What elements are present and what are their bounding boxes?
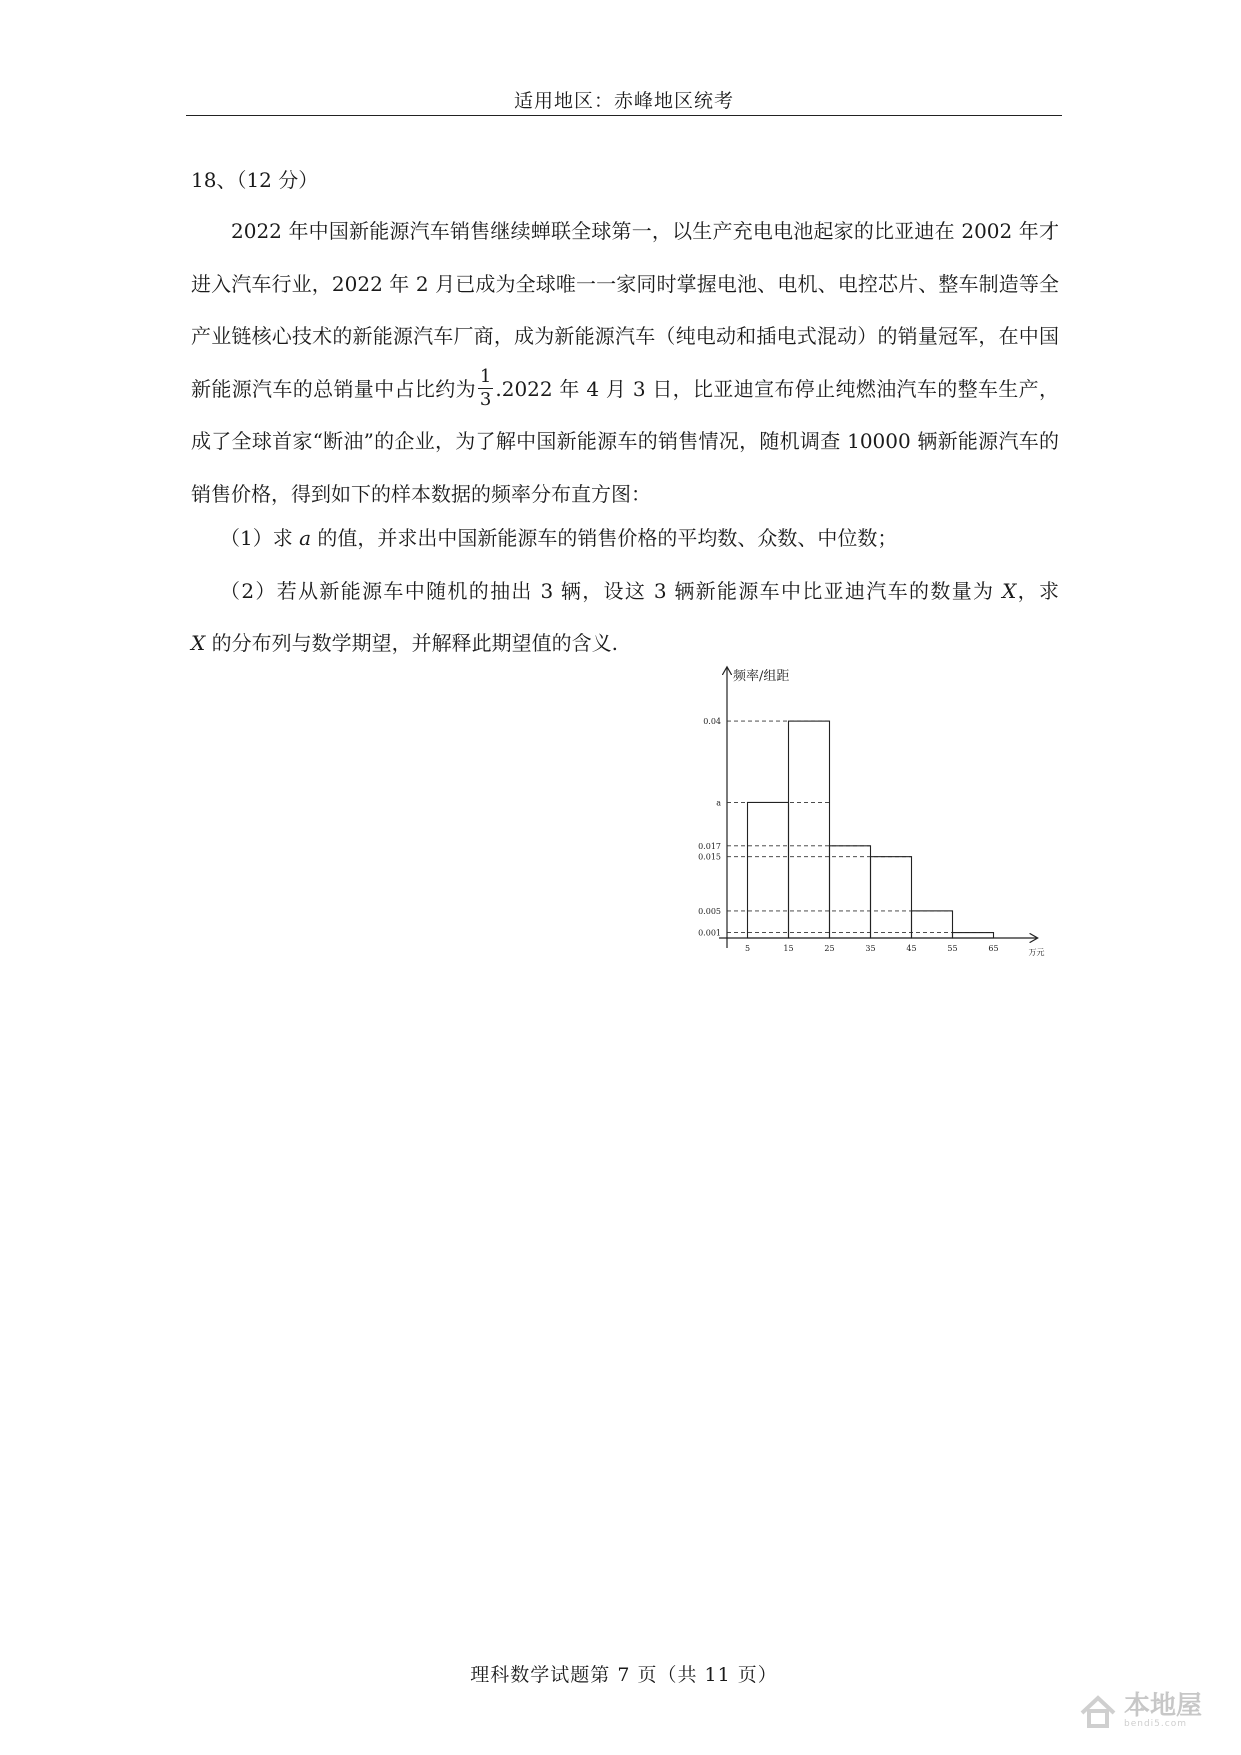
watermark-domain: bendi5.com	[1124, 1719, 1187, 1729]
y-tick-label: 0.04	[703, 717, 721, 727]
histogram-bar	[871, 857, 912, 938]
part-2-line1-suffix: ，求	[1016, 579, 1060, 603]
x-tick-label: 5	[744, 944, 751, 953]
frequency-histogram	[690, 660, 1100, 980]
y-tick-label: 0.017	[698, 841, 721, 851]
intro-text-2: .2022 年 4 月 3 日，比亚迪宣布停止纯燃油汽车的整车生产，成了全球首家“断油”的企业，为了解中国新能源车的销售情况，随机调查 10000 辆新能源汽车的销售价格，得到如下的样本数据的频率分布直方图：	[191, 376, 1059, 506]
header-divider	[186, 115, 1062, 116]
part-2-line-1	[220, 575, 1059, 604]
page-header: 适用地区：赤峰地区统考	[513, 90, 734, 112]
question-number: 18、（12 分）	[191, 168, 319, 192]
part-1-suffix: 的值，并求出中国新能源车的销售价格的平均数、众数、中位数；	[311, 526, 898, 550]
y-tick-label: 0.005	[698, 906, 721, 916]
watermark-text: 本地屋	[1124, 1691, 1203, 1721]
histogram-bar	[830, 846, 871, 938]
x-tick-label: 55	[947, 944, 958, 953]
histogram-bar	[953, 933, 994, 938]
house-logo-icon	[1078, 1691, 1118, 1731]
x-tick-label: 15	[783, 944, 794, 953]
part-2-variable-2: X	[191, 631, 206, 655]
x-tick-label: 45	[906, 944, 917, 953]
part-1-prefix: （1）求	[220, 526, 300, 550]
y-axis-label: 频率/组距	[733, 669, 790, 684]
part-2-line2-suffix: 的分布列与数学期望，并解释此期望值的含义.	[205, 631, 618, 655]
part-2-line-2	[191, 627, 618, 656]
histogram-bar	[748, 802, 789, 938]
question-intro	[191, 205, 1059, 520]
y-tick-label: a	[716, 798, 721, 808]
x-tick-label: 35	[865, 944, 876, 953]
x-axis-label: 万元	[1028, 948, 1045, 957]
intro-text-1: 2022 年中国新能源汽车销售继续蝉联全球第一，以生产充电电池起家的比亚迪在 2002 年才进入汽车行业，2022 年 2 月已成为全球唯一一家同时掌握电池、电机、电控芯片、整车制造等全产业链核心技术的新能源汽车厂商，成为新能源汽车（纯电动和插电式混动）的销量冠军，在中国新能源汽车的总销量中占比约为	[191, 219, 1059, 401]
histogram-bar	[789, 721, 830, 938]
page-footer: 理科数学试题第 7 页（共 11 页）	[470, 1664, 778, 1686]
part-2-prefix: （2）若从新能源车中随机的抽出 3 辆，设这 3 辆新能源车中比亚迪汽车的数量为	[220, 579, 1003, 603]
y-tick-label: 0.001	[698, 928, 721, 938]
fraction-numerator: 1	[479, 365, 492, 387]
y-tick-label: 0.015	[698, 852, 721, 862]
part-1	[220, 522, 897, 551]
fraction-one-third	[478, 366, 493, 411]
x-tick-label: 65	[988, 944, 999, 953]
part-1-variable: a	[299, 526, 312, 550]
x-tick-label: 25	[824, 944, 835, 953]
fraction-denominator: 3	[479, 388, 492, 410]
histogram-bar	[912, 911, 953, 938]
part-2-variable: X	[1002, 579, 1017, 603]
site-watermark	[1078, 1686, 1228, 1736]
